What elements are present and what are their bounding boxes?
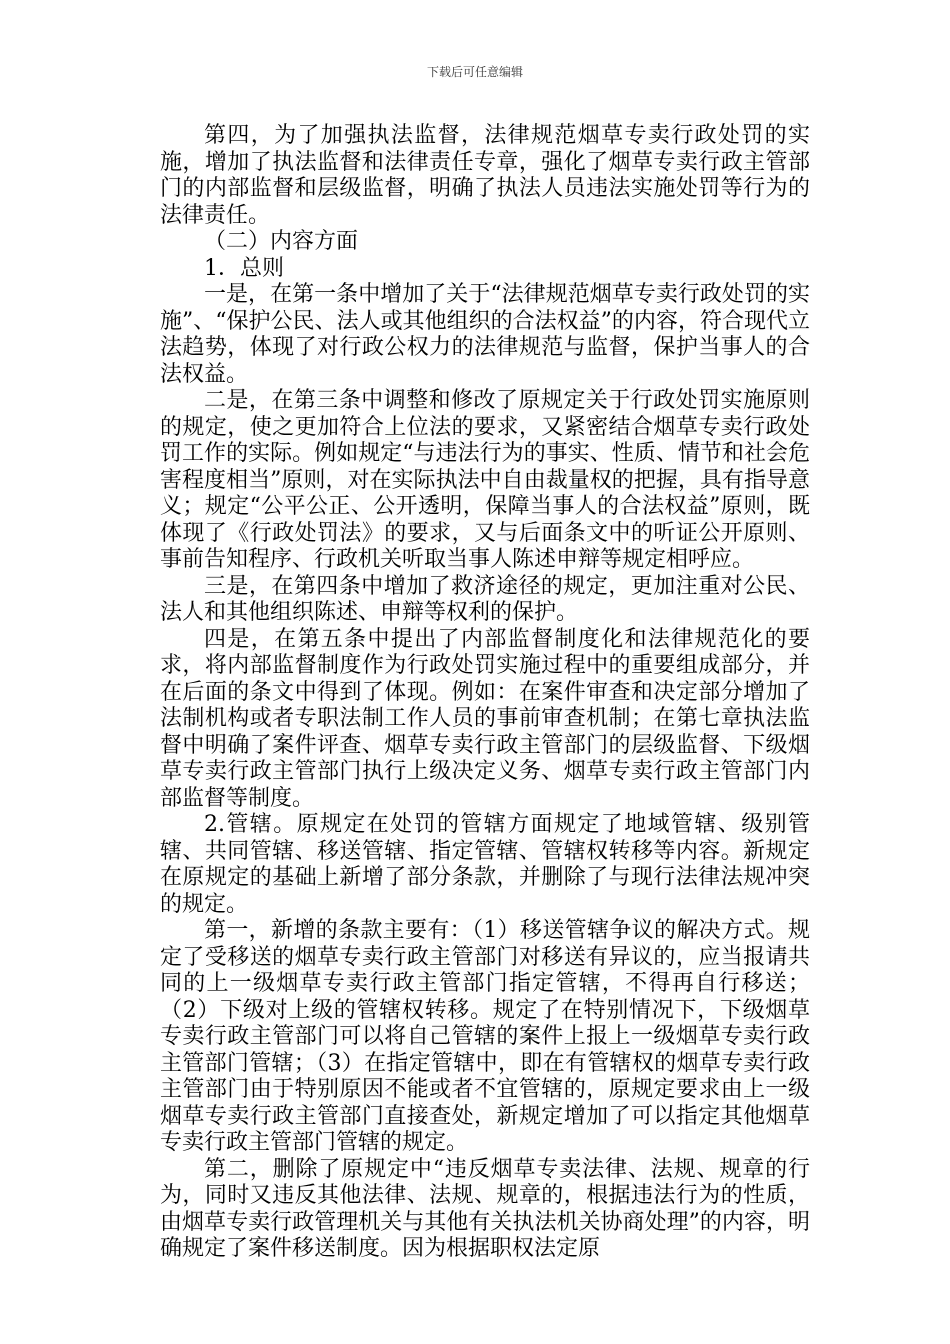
paragraph-second-deletions: 第二，删除了原规定中“违反烟草专卖法律、法规、规章的行为，同时又违反其他法律、法规、规章的，根据违法行为的性质，由烟草专卖行政管理机关与其他有关执法机关协商处理”的内容，明确规定了案件移送制度。因为根据职权法定原 (160, 1156, 810, 1261)
page-header: 下载后可任意编辑 (426, 65, 523, 79)
paragraph-jurisdiction: 2.管辖。原规定在处罚的管辖方面规定了地域管辖、级别管辖、共同管辖、移送管辖、指定管辖、管辖权转移等内容。新规定在原规定的基础上新增了部分条款，并删除了与现行法律法规冲突的规定。 (160, 812, 810, 917)
paragraph-item-one: 一是，在第一条中增加了关于“法律规范烟草专卖行政处罚的实施”、“保护公民、法人或其他组织的合法权益”的内容，符合现代立法趋势，体现了对行政公权力的法律规范与监督，保护当事人的合法权益。 (160, 282, 810, 387)
section-heading-content: （二）内容方面 (204, 229, 359, 254)
subsection-heading-general: 1．总则 (204, 255, 284, 281)
paragraph-item-two: 二是，在第三条中调整和修改了原规定关于行政处罚实施原则的规定，使之更加符合上位法的要求，又紧密结合烟草专卖行政处罚工作的实际。例如规定“与违法行为的事实、性质、情节和社会危害程度相当”原则，对在实际执法中自由裁量权的把握，具有指导意义；规定“公平公正、公开透明，保障当事人的合法权益”原则，既体现了《行政处罚法》的要求，又与后面条文中的听证公开原则、事前告知程序、行政机关听取当事人陈述申辩等规定相呼应。 (160, 388, 810, 572)
paragraph-item-three: 三是，在第四条中增加了救济途径的规定，更加注重对公民、法人和其他组织陈述、申辩等权利的保护。 (160, 573, 810, 625)
paragraph-fourth-point: 第四，为了加强执法监督，法律规范烟草专卖行政处罚的实施，增加了执法监督和法律责任专章，强化了烟草专卖行政主管部门的内部监督和层级监督，明确了执法人员违法实施处罚等行为的法律责任。 (160, 123, 810, 228)
paragraph-first-additions: 第一，新增的条款主要有：（1）移送管辖争议的解决方式。规定了受移送的烟草专卖行政主管部门对移送有异议的，应当报请共同的上一级烟草专卖行政主管部门指定管辖，不得再自行移送；（2）下级对上级的管辖权转移。规定了在特别情况下，下级烟草专卖行政主管部门可以将自己管辖的案件上报上一级烟草专卖行政主管部门管辖；（3）在指定管辖中，即在有管辖权的烟草专卖行政主管部门由于特别原因不能或者不宜管辖的，原规定要求由上一级烟草专卖行政主管部门直接查处，新规定增加了可以指定其他烟草专卖行政主管部门管辖的规定。 (160, 918, 810, 1155)
paragraph-item-four: 四是，在第五条中提出了内部监督制度化和法律规范化的要求，将内部监督制度作为行政处罚实施过程中的重要组成部分，并在后面的条文中得到了体现。例如：在案件审查和决定部分增加了法制机构或者专职法制工作人员的事前审查机制；在第七章执法监督中明确了案件评查、烟草专卖行政主管部门的层级监督、下级烟草专卖行政主管部门执行上级决定义务、烟草专卖行政主管部门内部监督等制度。 (160, 626, 810, 811)
document-body (160, 123, 810, 1263)
